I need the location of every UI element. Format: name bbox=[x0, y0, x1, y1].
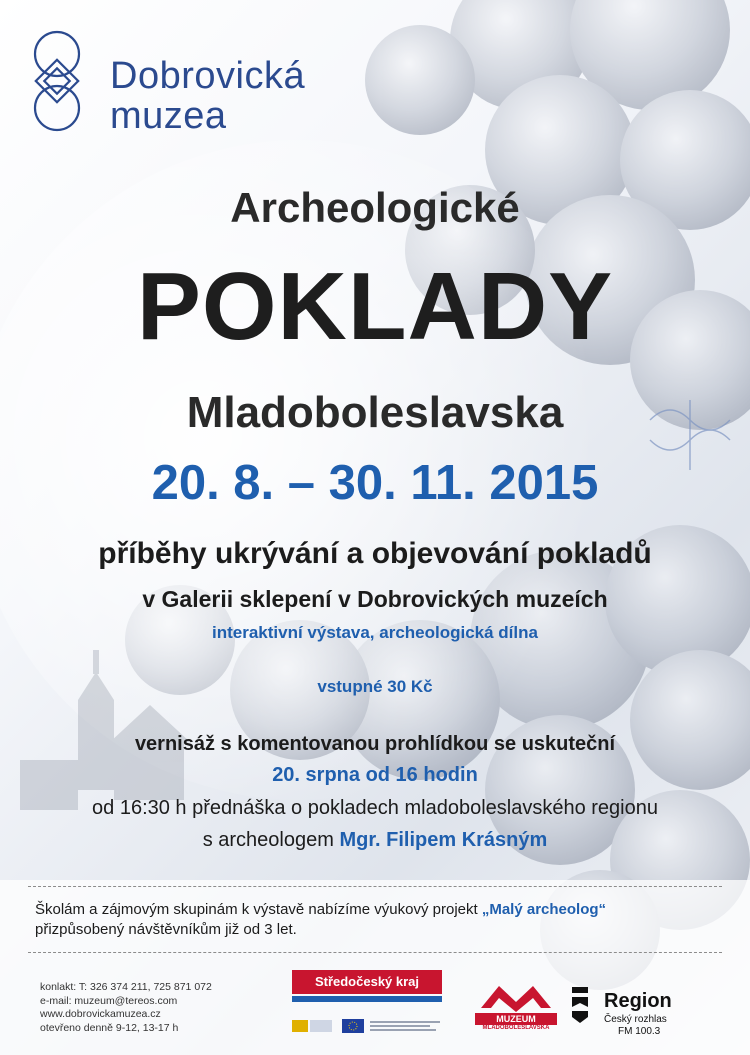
stredocesky-kraj-logo: Středočeský kraj bbox=[292, 970, 442, 994]
contact-web[interactable]: www.dobrovickamuzea.cz bbox=[40, 1008, 161, 1020]
region-subtitle-line2: FM 100.3 bbox=[618, 1026, 661, 1037]
contact-phone: konlakt: T: 326 374 211, 725 871 072 bbox=[40, 981, 212, 993]
school-project-name: „Malý archeolog“ bbox=[481, 901, 607, 918]
entry-fee: vstupné 30 Kč bbox=[317, 677, 433, 696]
subtitle-line1: příběhy ukrývání a objevování pokladů bbox=[98, 537, 652, 570]
title-line3: Mladoboleslavska bbox=[186, 388, 564, 437]
contact-email[interactable]: e-mail: muzeum@tereos.com bbox=[40, 994, 178, 1007]
vernissage-line1: vernisáž s komentovanou prohlídkou se uskuteční bbox=[134, 733, 616, 755]
region-subtitle bbox=[604, 1014, 667, 1038]
eu-funding-logos bbox=[292, 1018, 442, 1034]
organization-name-line1: Dobrovická bbox=[110, 55, 306, 97]
stredocesky-kraj-ribbon bbox=[292, 996, 442, 1002]
divider-bottom bbox=[28, 952, 722, 953]
school-offer-line1 bbox=[35, 900, 606, 920]
title-line1: Archeologické bbox=[230, 184, 520, 231]
region-logo-text: Region bbox=[604, 990, 672, 1012]
region-subtitle-line1: Český rozhlas bbox=[604, 1014, 667, 1025]
school-offer bbox=[35, 900, 606, 940]
lecture-info: od 16:30 h přednáška o pokladech mladoboleslavského regionu bbox=[92, 797, 658, 819]
school-offer-text: Školám a zájmovým skupinám k výstavě nabízíme výukový projekt bbox=[35, 901, 482, 918]
exhibition-dates: 20. 8. – 30. 11. 2015 bbox=[151, 456, 599, 510]
lecturer-prefix: s archeologem bbox=[202, 829, 340, 851]
subtitle-line2: v Galerii sklepení v Dobrovických muzeích bbox=[142, 586, 608, 612]
dobrovicka-muzea-logo bbox=[22, 26, 92, 136]
school-offer-line2: přizpůsobený návštěvníkům již od 3 let. bbox=[35, 921, 297, 938]
muzeum-label: MUZEUM bbox=[475, 1013, 557, 1025]
cesky-rozhlas-icon bbox=[570, 985, 590, 1025]
lecturer-name: Mgr. Filipem Krásným bbox=[339, 829, 548, 851]
contact-info bbox=[40, 981, 212, 1035]
divider-top bbox=[28, 886, 722, 887]
organization-name bbox=[110, 56, 305, 136]
contact-hours: otevřeno denně 9-12, 13-17 h bbox=[40, 1021, 179, 1034]
lecturer-line bbox=[0, 829, 750, 852]
vernissage-date: 20. srpna od 16 hodin bbox=[272, 764, 478, 786]
title-main: POKLADY bbox=[136, 253, 614, 360]
subtitle-line3: interaktivní výstava, archeologická dílna bbox=[212, 623, 538, 642]
organization-name-line2: muzea bbox=[110, 95, 227, 137]
muzeum-sublabel: MLADOBOLESLAVSKA bbox=[482, 1025, 550, 1031]
